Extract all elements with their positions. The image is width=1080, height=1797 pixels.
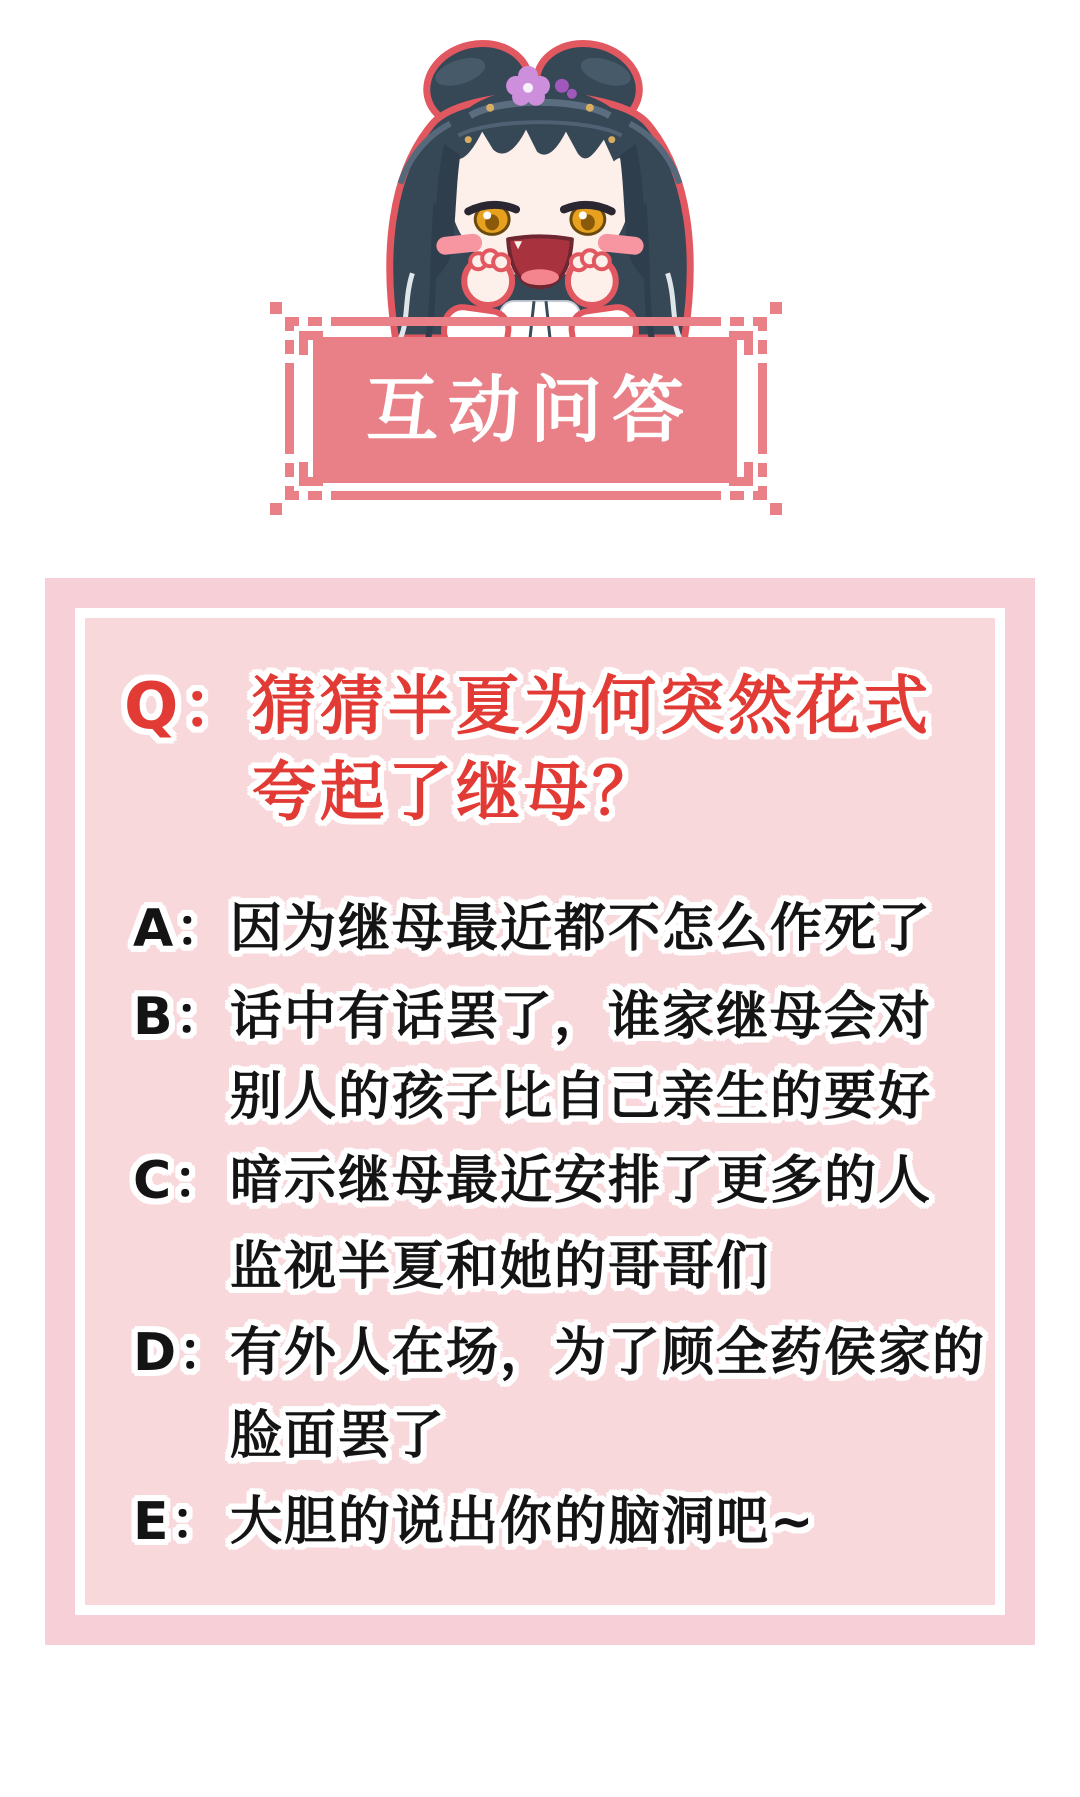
option-e-text: 大胆的说出你的脑洞吧~ <box>230 1492 816 1552</box>
option-b-line-2: 别人的孩子比自己亲生的要好 <box>230 1067 933 1127</box>
option-a-text: 因为继母最近都不怎么作死了 <box>230 899 933 959</box>
option-b-line-1 <box>133 985 932 1050</box>
question-label: Q： <box>124 670 251 744</box>
option-e-line-1 <box>133 1490 816 1555</box>
question-line-2: 夸起了继母？ <box>252 756 660 830</box>
option-e-label: E： <box>133 1492 225 1552</box>
option-c-line-1 <box>133 1149 932 1214</box>
option-d-label: D： <box>133 1323 233 1383</box>
banner-title-box <box>313 337 737 483</box>
option-d-line-2: 脸面罢了 <box>230 1406 447 1466</box>
option-c-label: C： <box>133 1151 228 1211</box>
option-a-line-1 <box>133 897 932 962</box>
option-b-label: B： <box>133 987 229 1047</box>
option-a-label: A： <box>133 899 230 959</box>
option-b-text-1: 话中有话罢了，谁家继母会对 <box>230 987 933 1047</box>
banner-title: 互动问答 <box>365 368 694 452</box>
quiz-panel <box>45 578 1035 1645</box>
chibi-girl-mascot-icon <box>340 24 740 338</box>
question-line-1 <box>124 667 932 747</box>
option-c-line-2: 监视半夏和她的哥哥们 <box>230 1237 771 1297</box>
option-d-text-1: 有外人在场，为了顾全药侯家的 <box>230 1323 987 1383</box>
question-text-1: 猜猜半夏为何突然花式 <box>252 670 932 744</box>
option-c-text-1: 暗示继母最近安排了更多的人 <box>230 1151 933 1211</box>
option-d-line-1 <box>133 1321 986 1386</box>
